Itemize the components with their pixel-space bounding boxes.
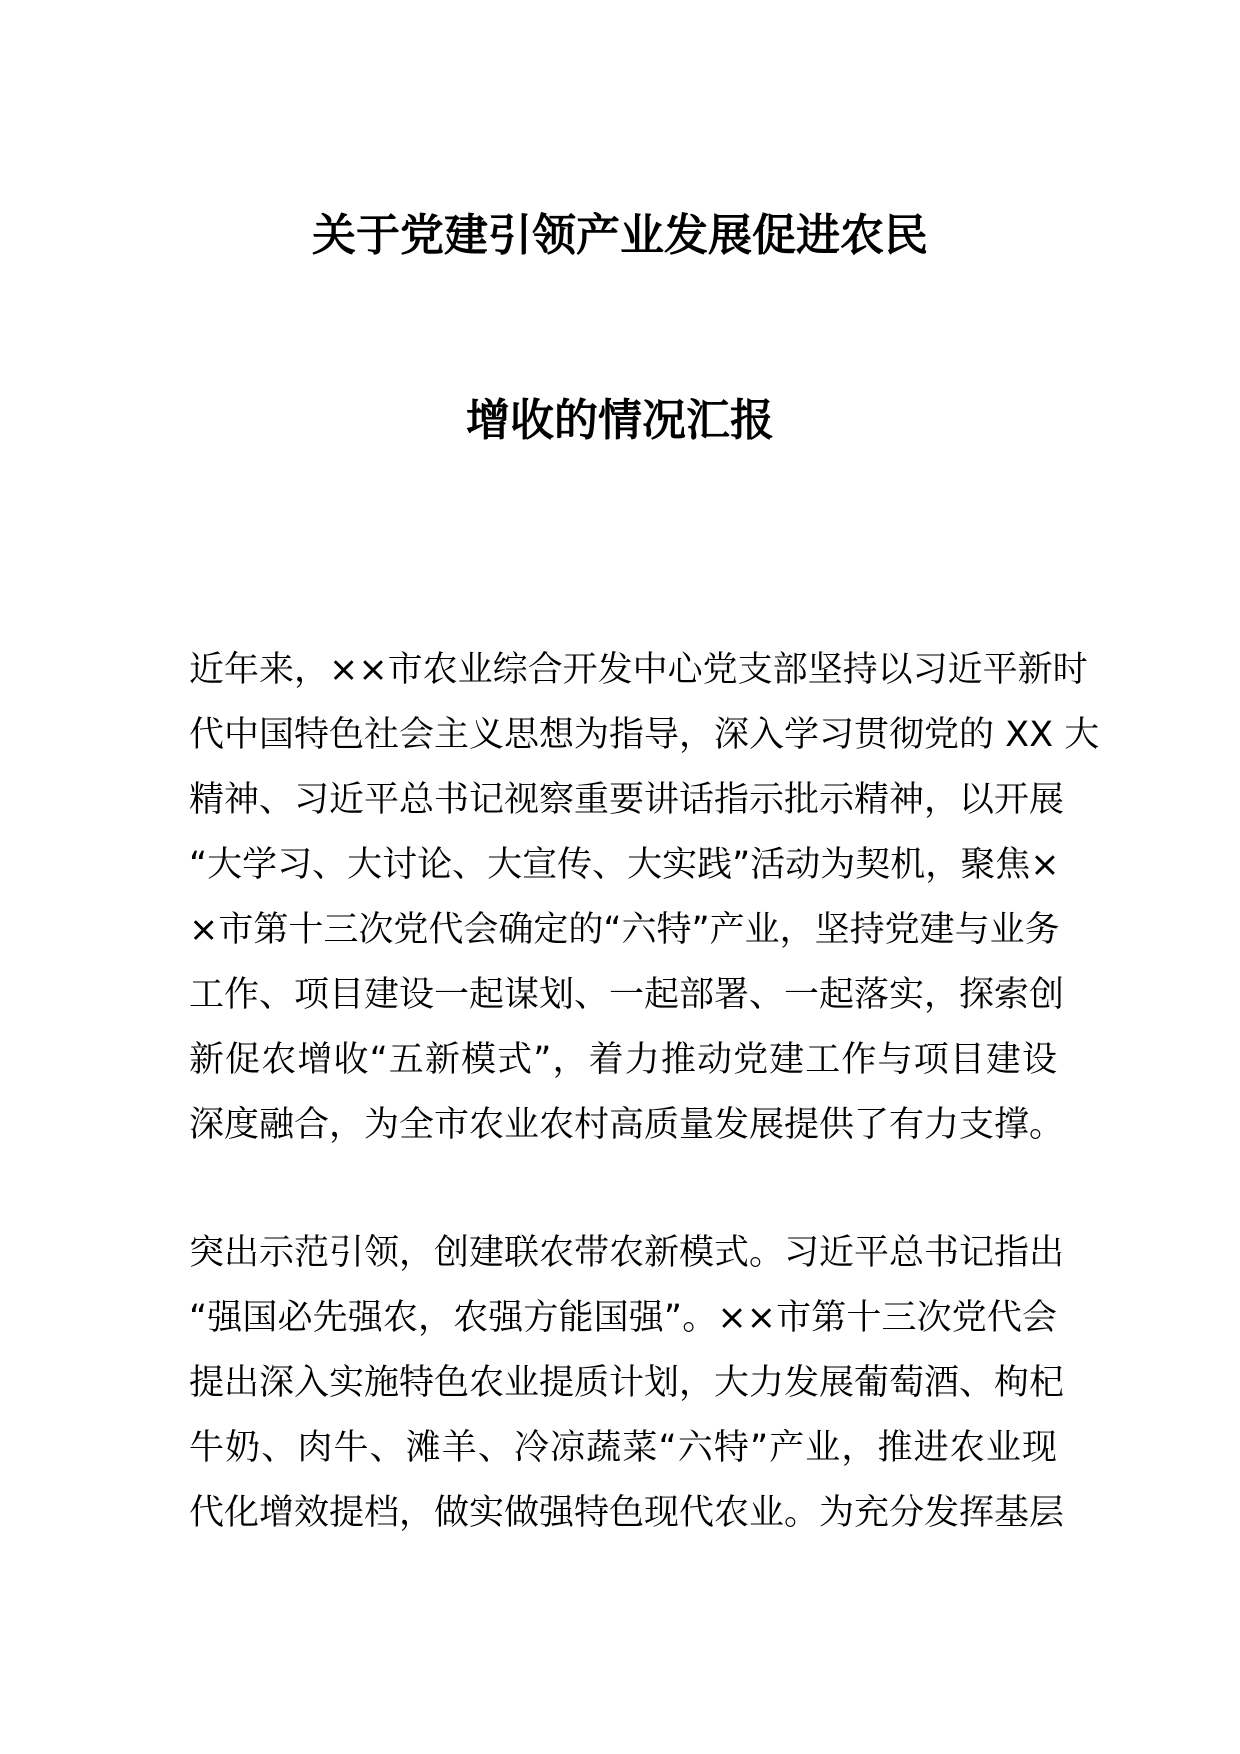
text-line: ×市第十三次党代会确定的“六特”产业，坚持党建与业务 bbox=[189, 910, 1060, 950]
paragraph-intro bbox=[189, 638, 1100, 1158]
text-line: 代中国特色社会主义思想为指导，深入学习贯彻党的 XX 大 bbox=[189, 715, 1100, 755]
text-line: “强国必先强农，农强方能国强”。××市第十三次党代会 bbox=[189, 1298, 1057, 1338]
text-line: 近年来，××市农业综合开发中心党支部坚持以习近平新时 bbox=[189, 650, 1088, 690]
text-line: 代化增效提档，做实做强特色现代农业。为充分发挥基层 bbox=[189, 1493, 1065, 1533]
text-line: 工作、项目建设一起谋划、一起部署、一起落实，探索创 bbox=[189, 975, 1065, 1015]
text-line: 突出示范引领，创建联农带农新模式。习近平总书记指出 bbox=[189, 1233, 1065, 1273]
paragraph-demonstration bbox=[189, 1221, 1065, 1546]
text-line: 深度融合，为全市农业农村高质量发展提供了有力支撑。 bbox=[189, 1105, 1065, 1145]
text-line: 新促农增收“五新模式”，着力推动党建工作与项目建设 bbox=[189, 1040, 1057, 1080]
text-line: 牛奶、肉牛、滩羊、冷凉蔬菜“六特”产业，推进农业现 bbox=[189, 1428, 1057, 1468]
text-line: “大学习、大讨论、大宣传、大实践”活动为契机，聚焦× bbox=[189, 845, 1060, 885]
text-line: 提出深入实施特色农业提质计划，大力发展葡萄酒、枸杞 bbox=[189, 1363, 1065, 1403]
text-line: 精神、习近平总书记视察重要讲话指示批示精神，以开展 bbox=[189, 780, 1065, 820]
document-title-line-2: 增收的情况汇报 bbox=[466, 395, 774, 446]
document-title-line-1: 关于党建引领产业发展促进农民 bbox=[312, 210, 928, 261]
